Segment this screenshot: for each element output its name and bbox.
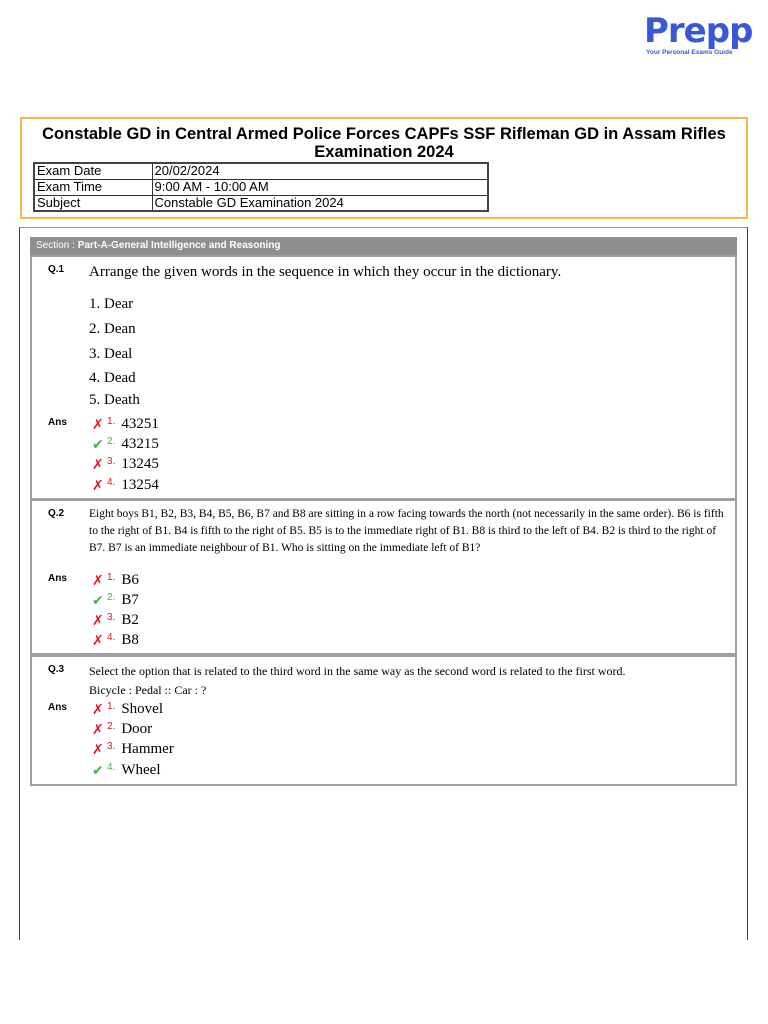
- section-name: Part-A-General Intelligence and Reasoning: [77, 240, 281, 251]
- cross-icon: ✗: [92, 477, 104, 494]
- ans-label: Ans: [48, 702, 67, 713]
- question-number: Q.2: [48, 508, 65, 519]
- option-text: B7: [121, 592, 139, 609]
- info-row-date: [34, 163, 488, 179]
- answer-option: [92, 701, 163, 721]
- question-subtext: Bicycle : Pedal :: Car : ?: [89, 683, 207, 697]
- ans-label: Ans: [48, 417, 67, 428]
- section-prefix: Section :: [36, 240, 78, 251]
- answer-option: [92, 612, 139, 632]
- option-text: Shovel: [121, 701, 164, 718]
- info-label: Subject: [34, 195, 152, 211]
- option-text: B8: [121, 632, 139, 649]
- option-number: 2.: [107, 436, 116, 447]
- option-text: 43215: [121, 436, 159, 453]
- question-card-3: [30, 655, 737, 786]
- cross-icon: ✗: [92, 612, 104, 629]
- info-label: Exam Time: [34, 179, 152, 195]
- question-number: Q.1: [48, 264, 65, 275]
- answer-option: [92, 632, 139, 652]
- answer-option-correct: [92, 592, 139, 612]
- answer-option: [92, 741, 174, 761]
- cross-icon: ✗: [92, 572, 104, 589]
- checkmark-icon: ✔: [92, 592, 104, 609]
- question-number: Q.3: [48, 664, 65, 675]
- section-header: [30, 237, 737, 255]
- question-item: 4. Dead: [89, 370, 136, 386]
- option-number: 1.: [107, 701, 116, 712]
- option-text: 13245: [121, 456, 159, 473]
- logo-tagline: Your Personal Exams Guide: [646, 49, 733, 56]
- option-number: 3.: [107, 741, 116, 752]
- question-item: 5. Death: [89, 392, 140, 408]
- option-number: 3.: [107, 612, 116, 623]
- exam-title: Constable GD in Central Armed Police Forces CAPFs SSF Rifleman GD in Assam Rifles Examination 2024: [42, 125, 726, 161]
- answer-option: [92, 572, 139, 592]
- option-number: 3.: [107, 456, 116, 467]
- option-text: 13254: [121, 477, 159, 494]
- cross-icon: ✗: [92, 701, 104, 718]
- option-number: 1.: [107, 416, 116, 427]
- answer-option: [92, 721, 152, 741]
- exam-header: [20, 117, 748, 219]
- cross-icon: ✗: [92, 456, 104, 473]
- checkmark-icon: ✔: [92, 436, 104, 453]
- logo-text: Prepp: [644, 11, 753, 51]
- question-item: 2. Dean: [89, 321, 136, 337]
- cross-icon: ✗: [92, 721, 104, 738]
- cross-icon: ✗: [92, 632, 104, 649]
- info-label: Exam Date: [34, 163, 152, 179]
- prepp-logo: [644, 11, 764, 60]
- question-item: 3. Deal: [89, 346, 133, 362]
- option-text: Door: [121, 721, 153, 738]
- question-card-1: [30, 255, 737, 500]
- option-text: Hammer: [121, 741, 174, 758]
- option-number: 4.: [107, 762, 116, 773]
- answer-option: [92, 477, 159, 497]
- option-text: Wheel: [121, 762, 161, 779]
- ans-label: Ans: [48, 573, 67, 584]
- cross-icon: ✗: [92, 741, 104, 758]
- cross-icon: ✗: [92, 416, 104, 433]
- info-value: 9:00 AM - 10:00 AM: [152, 179, 488, 195]
- option-number: 4.: [107, 632, 116, 643]
- option-number: 2.: [107, 721, 116, 732]
- question-text: Arrange the given words in the sequence in which they occur in the dictionary.: [89, 264, 562, 280]
- info-row-subject: [34, 195, 488, 211]
- answer-option: [92, 456, 159, 476]
- option-text: B2: [121, 612, 139, 629]
- question-text: Eight boys B1, B2, B3, B4, B5, B6, B7 and B8 are sitting in a row facing towards the north (not necessarily in the same order). B6 is fifth to the right of B1. B4 is fifth to the right of B5. B5 is to the immediate right of B1. B8 is third to the left of B4. B2 is third to the right of B7. B7 is an immediate neighbour of B1. Who is sitting on the immediate left of B1?: [89, 508, 724, 554]
- question-text: Select the option that is related to the third word in the same way as the second word is related to the first word.: [89, 664, 626, 678]
- answer-option: [92, 416, 159, 436]
- question-item: 1. Dear: [89, 296, 134, 312]
- option-number: 2.: [107, 592, 116, 603]
- info-value: 20/02/2024: [152, 163, 488, 179]
- checkmark-icon: ✔: [92, 762, 104, 779]
- option-number: 1.: [107, 572, 116, 583]
- answer-option-correct: [92, 762, 160, 782]
- info-value: Constable GD Examination 2024: [152, 195, 488, 211]
- option-number: 4.: [107, 477, 116, 488]
- question-card-2: [30, 499, 737, 655]
- answer-option-correct: [92, 436, 159, 456]
- option-text: B6: [121, 572, 139, 589]
- exam-info-table: [33, 162, 489, 212]
- info-row-time: [34, 179, 488, 195]
- option-text: 43251: [121, 416, 159, 433]
